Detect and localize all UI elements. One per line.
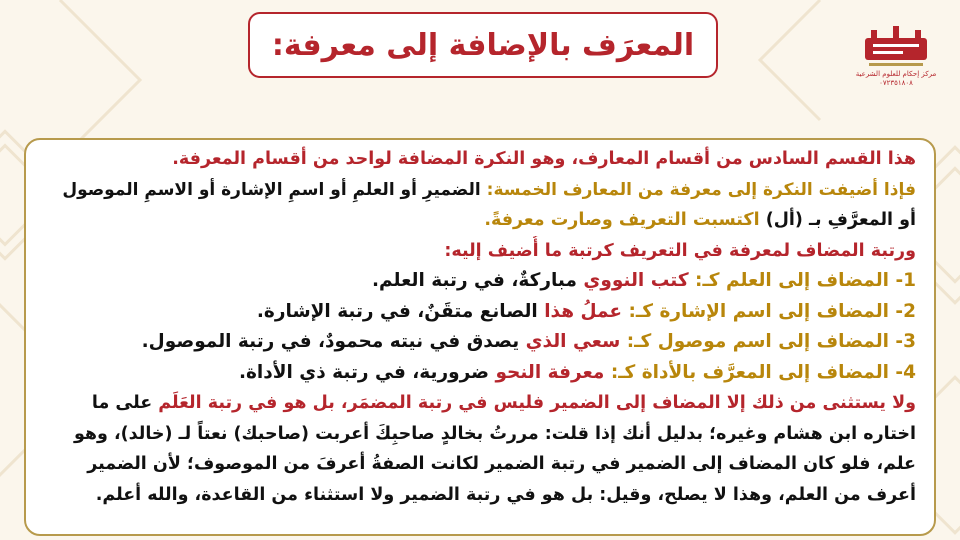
line-8-segment-2: معرفة النحو	[495, 361, 605, 383]
line-7-segment-2: سعي الذي	[525, 331, 621, 352]
logo-tagline: ٠٧٢٣٥١٨٠٨	[879, 79, 913, 87]
line-3-segment-2: اكتسبت التعريف وصارت معرفةً.	[484, 210, 760, 230]
line-9-segment-2: على ما	[91, 393, 159, 413]
line-6-segment-2: عملُ هذا	[544, 300, 623, 322]
line-1-segment-1: هذا القسم السادس من أقسام المعارف، وهو النكرة المضافة لواحد من أقسام المعرفة.	[172, 149, 916, 169]
content-box	[24, 138, 936, 536]
line-6-segment-3: الصانع متقَنٌ، في رتبة الإشارة.	[256, 300, 545, 322]
line-10-segment-1: اختاره ابن هشام وغيره؛ بدليل أنك إذا قلت: مررتُ بخالدٍ صاحبِكَ أعربت (صاحبك) نعتاً لـ (خالد)، وهو	[73, 423, 916, 444]
line-8	[42, 358, 916, 389]
line-1	[42, 144, 916, 175]
line-8-segment-3: ضرورية، في رتبة ذي الأداة.	[238, 361, 496, 383]
line-2-segment-2: الضميرِ أو العلمِ أو اسمِ الإشارة أو الاسمِ الموصول	[62, 179, 481, 200]
line-9-segment-1: ولا يستثنى من ذلك إلا المضاف إلى الضمير فليس في رتبة المضمَر، بل هو في رتبة العَلَم	[158, 393, 916, 413]
title-box	[248, 12, 718, 78]
line-6	[42, 297, 916, 328]
line-5-segment-3: مباركةٌ، في رتبة العلم.	[371, 270, 584, 291]
line-3-segment-1: أو المعرَّفِ بـ (أل)	[759, 210, 916, 230]
line-6-segment-1: 2- المضاف إلى اسم الإشارة كـ:	[622, 300, 916, 322]
line-2-segment-1: فإذا أضيفت النكرة إلى معرفة من المعارف الخمسة:	[480, 179, 916, 200]
line-2	[42, 175, 916, 206]
line-5-segment-2: كتب النووي	[583, 270, 689, 291]
line-9	[42, 388, 916, 419]
logo-mark-icon	[859, 26, 933, 70]
line-12	[42, 480, 916, 511]
line-11-segment-1: علم، فلو كان المضاف إلى الضمير في رتبة الضمير لكانت الصفةُ أعرفَ من الموصوف؛ لأن الضمير	[87, 454, 916, 474]
line-4-segment-1: ورتبة المضاف لمعرفة في التعريف كرتبة ما أُضيف إليه:	[444, 240, 916, 261]
logo-subtitle: مركز إحكام للعلوم الشرعية	[855, 70, 937, 78]
line-5	[42, 266, 916, 297]
line-12-segment-1: أعرف من العلم، وهذا لا يصلح، وقيل: بل هو في رتبة الضمير ولا استثناء من القاعدة، والله أعلم.	[95, 484, 916, 505]
line-7-segment-3: يصدق في نيته محمودٌ، في رتبة الموصول.	[141, 331, 526, 352]
line-4	[42, 236, 916, 267]
line-7-segment-1: 3- المضاف إلى اسم موصول كـ:	[620, 331, 916, 352]
line-7	[42, 327, 916, 358]
line-5-segment-1: 1- المضاف إلى العلم كـ:	[688, 270, 916, 291]
line-10	[42, 419, 916, 450]
page-title: المعرَف بالإضافة إلى معرفة:	[271, 27, 695, 63]
logo	[848, 26, 944, 96]
line-11	[42, 449, 916, 480]
line-3	[42, 205, 916, 236]
line-8-segment-1: 4- المضاف إلى المعرَّف بالأداة كـ:	[604, 361, 916, 383]
